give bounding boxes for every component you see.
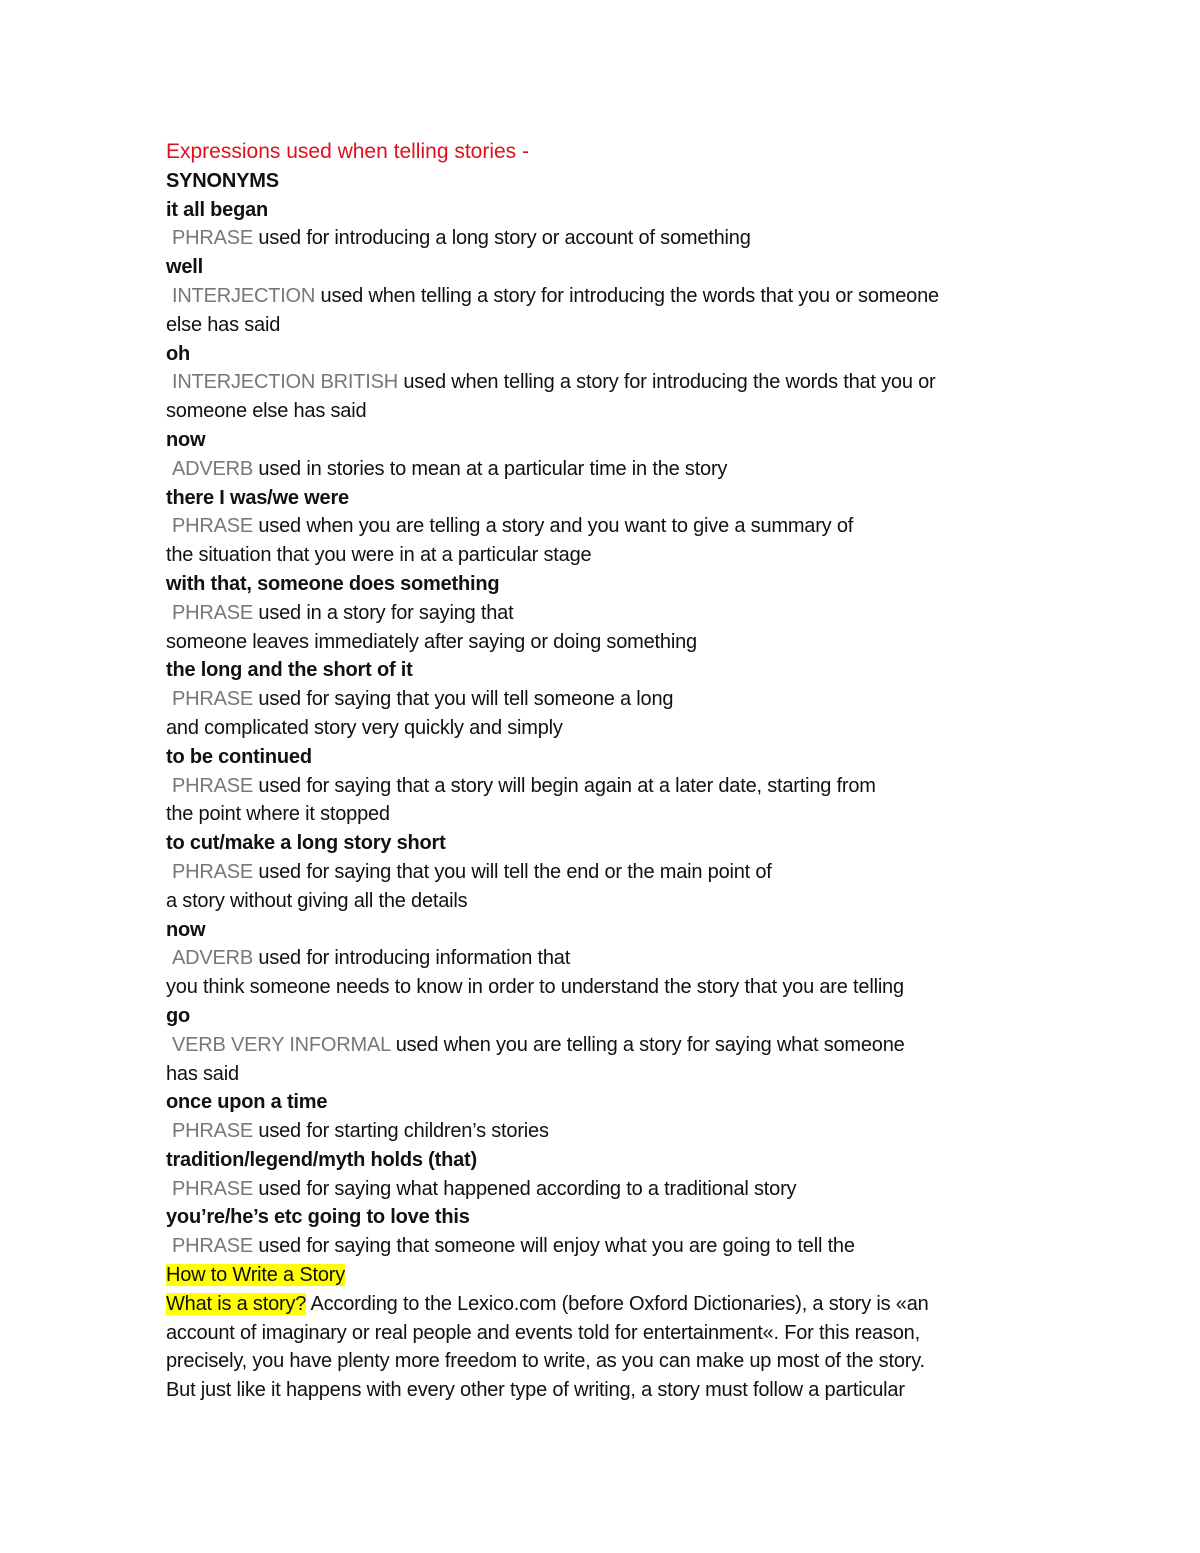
definition-text: used when telling a story for introducing the words that you or [403, 371, 936, 394]
paragraph-text: According to the Lexico.com (before Oxford Dictionaries), a story is «an [310, 1292, 929, 1315]
paragraph-line [166, 1290, 1036, 1319]
entry [166, 916, 1036, 1002]
entry-definition [166, 1232, 1036, 1261]
part-of-speech: PHRASE [172, 1235, 254, 1258]
part-of-speech: PHRASE [172, 227, 254, 250]
entries-list [166, 196, 1036, 1261]
entry-term: you’re/he’s etc going to love this [166, 1206, 470, 1229]
title-line [166, 138, 1036, 167]
part-of-speech: INTERJECTION [172, 284, 316, 307]
part-of-speech: PHRASE [172, 774, 254, 797]
entry-term: now [166, 918, 206, 941]
question-label: What is a story? [166, 1292, 307, 1315]
entry-term: with that, someone does something [166, 572, 500, 595]
paragraph-line: precisely, you have plenty more freedom to write, as you can make up most of the story. [166, 1350, 925, 1373]
entry-term: it all began [166, 198, 269, 221]
definition-text: used for saying that a story will begin again at a later date, starting from [258, 774, 876, 797]
definition-continuation: a story without giving all the details [166, 889, 468, 912]
entry-definition [166, 685, 1036, 714]
definition-continuation: the point where it stopped [166, 803, 390, 826]
entry-term: once upon a time [166, 1091, 328, 1114]
definition-text: used for saying what happened according to a traditional story [258, 1177, 797, 1200]
definition-text: used for saying that you will tell the end or the main point of [258, 860, 772, 883]
entry-term: to be continued [166, 745, 312, 768]
entry [166, 484, 1036, 570]
definition-text: used when you are telling a story for saying what someone [395, 1033, 905, 1056]
part-of-speech: ADVERB [172, 947, 254, 970]
definition-text: used for saying that someone will enjoy what you are going to tell the [258, 1235, 855, 1258]
definition-text: used in stories to mean at a particular time in the story [258, 457, 728, 480]
entry [166, 1203, 1036, 1261]
definition-text: used for introducing a long story or account of something [258, 227, 751, 250]
definition-text: used for introducing information that [258, 947, 571, 970]
part-of-speech: PHRASE [172, 515, 254, 538]
definition-continuation: has said [166, 1062, 239, 1085]
definition-text: used in a story for saying that [258, 601, 514, 624]
part-of-speech: ADVERB [172, 457, 254, 480]
title-dash: - [516, 140, 530, 163]
page-title: Expressions used when telling stories [166, 140, 517, 163]
entry-term: there I was/we were [166, 486, 349, 509]
part-of-speech: PHRASE [172, 860, 254, 883]
entry [166, 196, 1036, 254]
entry-term: oh [166, 342, 191, 365]
entry-term: now [166, 428, 206, 451]
entry-definition [166, 282, 1036, 311]
entry [166, 829, 1036, 915]
section-heading-line [166, 1261, 1036, 1290]
part-of-speech: PHRASE [172, 688, 254, 711]
paragraph-line: But just like it happens with every other type of writing, a story must follow a particular [166, 1379, 905, 1402]
entry-definition [166, 599, 1036, 628]
part-of-speech: PHRASE [172, 1177, 254, 1200]
entry-definition [166, 1031, 1036, 1060]
entry [166, 1002, 1036, 1088]
synonyms-heading: SYNONYMS [166, 169, 279, 192]
entry-term: to cut/make a long story short [166, 832, 446, 855]
part-of-speech: INTERJECTION BRITISH [172, 371, 399, 394]
definition-continuation: someone leaves immediately after saying or doing something [166, 630, 697, 653]
document-page [166, 138, 1036, 1405]
entry [166, 340, 1036, 426]
entry-definition [166, 512, 1036, 541]
paragraph-line: account of imaginary or real people and events told for entertainment«. For this reason, [166, 1321, 920, 1344]
entry [166, 656, 1036, 742]
definition-text: used for starting children’s stories [258, 1120, 549, 1143]
part-of-speech: PHRASE [172, 1120, 254, 1143]
definition-continuation: and complicated story very quickly and simply [166, 716, 563, 739]
definition-continuation: you think someone needs to know in order to understand the story that you are telling [166, 976, 904, 999]
definition-continuation: the situation that you were in at a particular stage [166, 544, 592, 567]
definition-text: used for saying that you will tell someone a long [258, 688, 674, 711]
entry [166, 1088, 1036, 1146]
entry-definition [166, 455, 1036, 484]
entry-definition [166, 1175, 1036, 1204]
entry-definition [166, 368, 1036, 397]
entry-definition [166, 224, 1036, 253]
definition-text: used when telling a story for introducing the words that you or someone [320, 284, 939, 307]
entry-term: go [166, 1004, 191, 1027]
entry-term: well [166, 256, 203, 279]
entry [166, 1146, 1036, 1204]
definition-text: used when you are telling a story and you want to give a summary of [258, 515, 854, 538]
entry [166, 743, 1036, 829]
definition-continuation: else has said [166, 313, 281, 336]
entry-definition [166, 944, 1036, 973]
part-of-speech: PHRASE [172, 601, 254, 624]
definition-continuation: someone else has said [166, 400, 367, 423]
entry-definition [166, 858, 1036, 887]
entry-term: tradition/legend/myth holds (that) [166, 1148, 477, 1171]
entry-definition [166, 772, 1036, 801]
part-of-speech: VERB VERY INFORMAL [172, 1033, 391, 1056]
entry [166, 253, 1036, 339]
section-heading: How to Write a Story [166, 1264, 346, 1287]
entry [166, 570, 1036, 656]
entry [166, 426, 1036, 484]
entry-definition [166, 1117, 1036, 1146]
entry-term: the long and the short of it [166, 659, 413, 682]
